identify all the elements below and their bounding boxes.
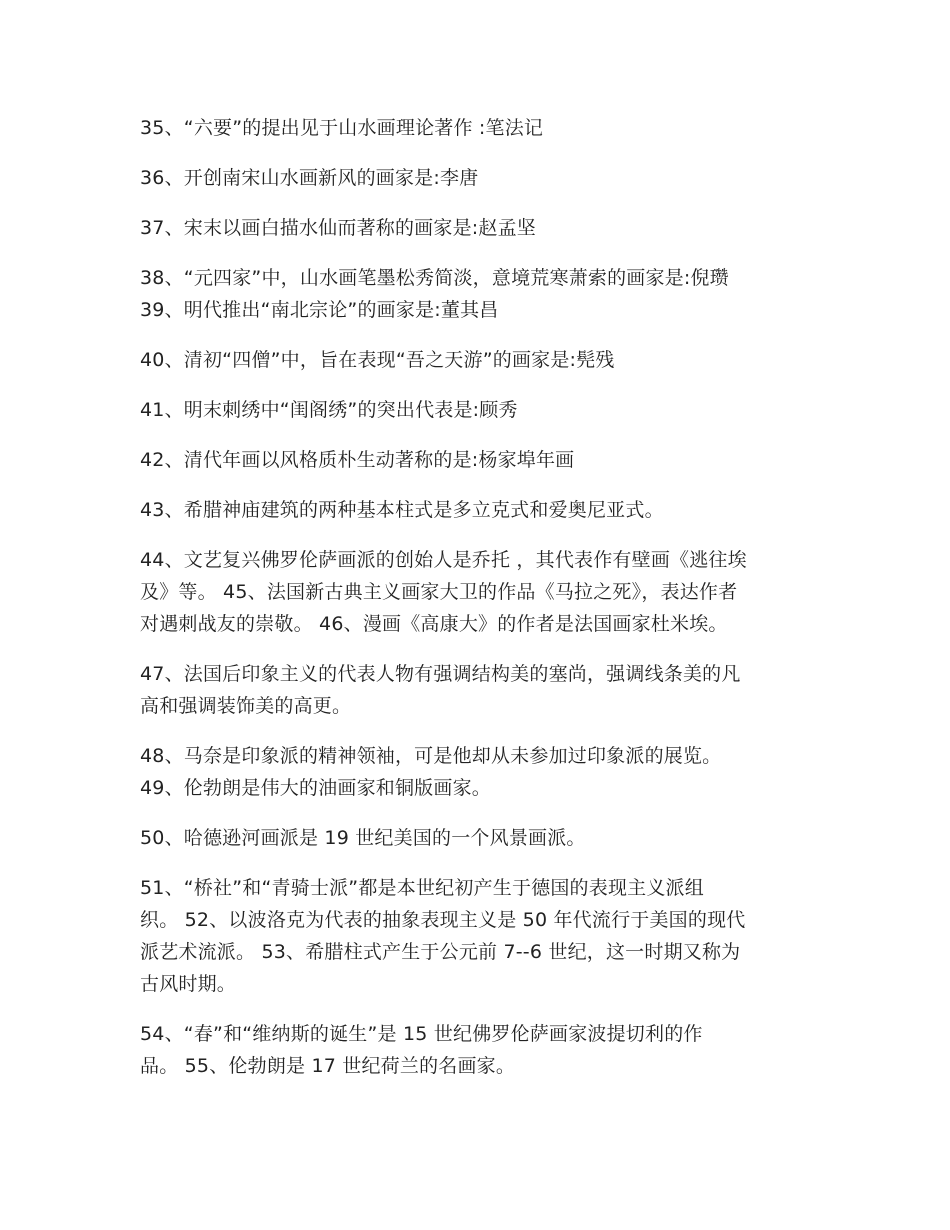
text-line: 39、明代推出“南北宗论”的画家是:董其昌 [140,299,499,321]
item-47 [140,658,810,722]
item-40 [140,344,810,376]
item-37 [140,212,810,244]
text-line: 47、法国后印象主义的代表人物有强调结构美的塞尚，强调线条美的凡 [140,663,741,685]
item-35 [140,112,810,144]
text-line: 36、开创南宋山水画新风的画家是:李唐 [140,167,479,189]
text-line: 42、清代年画以风格质朴生动著称的是:杨家埠年画 [140,449,575,471]
text-line: 高和强调装饰美的高更。 [140,695,352,717]
text-line: 51、“桥社”和“青骑士派”都是本世纪初产生于德国的表现主义派组 [140,877,704,899]
item-54-55 [140,1018,810,1082]
text-line: 43、希腊神庙建筑的两种基本柱式是多立克式和爱奥尼亚式。 [140,499,664,521]
text-line: 40、清初“四僧”中，旨在表现“吾之天游”的画家是:髡残 [140,349,615,371]
document-body [140,112,810,1100]
text-line: 古风时期。 [140,973,237,995]
text-line: 派艺术流派。 53、希腊柱式产生于公元前 7--6 世纪，这一时期又称为 [140,941,741,963]
item-51-53 [140,872,810,1000]
text-line: 35、“六要”的提出见于山水画理论著作 :笔法记 [140,117,544,139]
item-50 [140,822,810,854]
text-line: 50、哈德逊河画派是 19 世纪美国的一个风景画派。 [140,827,586,849]
text-line: 41、明末刺绣中“闺阁绣”的突出代表是:顾秀 [140,399,518,421]
item-44-46 [140,544,810,640]
text-line: 48、马奈是印象派的精神领袖，可是他却从未参加过印象派的展览。 [140,745,722,767]
item-43 [140,494,810,526]
text-line: 38、“元四家”中，山水画笔墨松秀简淡，意境荒寒萧索的画家是:倪瓒 [140,267,729,289]
text-line: 品。 55、伦勃朗是 17 世纪荷兰的名画家。 [140,1055,516,1077]
item-41 [140,394,810,426]
text-line: 织。 52、以波洛克为代表的抽象表现主义是 50 年代流行于美国的现代 [140,909,746,931]
item-39 [140,294,810,326]
item-49 [140,772,810,804]
text-line: 37、宋末以画白描水仙而著称的画家是:赵孟坚 [140,217,536,239]
text-line: 及》等。 45、法国新古典主义画家大卫的作品《马拉之死》，表达作者 [140,581,738,603]
item-36 [140,162,810,194]
text-line: 对遇刺战友的崇敬。 46、漫画《高康大》的作者是法国画家杜米埃。 [140,613,728,635]
item-42 [140,444,810,476]
text-line: 54、“春”和“维纳斯的诞生”是 15 世纪佛罗伦萨画家波提切利的作 [140,1023,703,1045]
text-line: 44、文艺复兴佛罗伦萨画派的创始人是乔托 ，其代表作有壁画《逃往埃 [140,549,747,571]
item-48 [140,740,810,772]
item-38 [140,262,810,294]
text-line: 49、伦勃朗是伟大的油画家和铜版画家。 [140,777,491,799]
